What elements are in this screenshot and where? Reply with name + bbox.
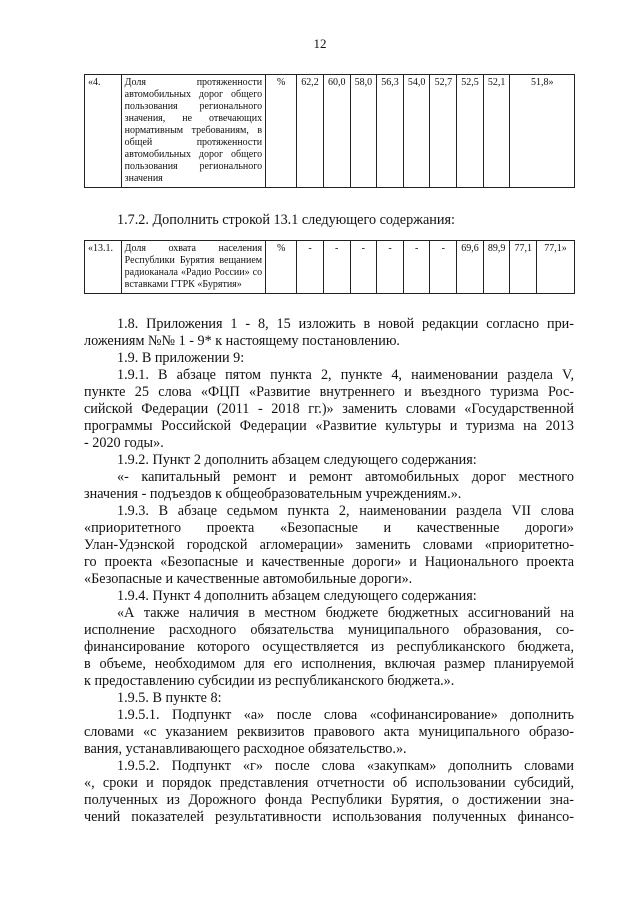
value-cell: - — [350, 241, 377, 294]
value-cell: - — [323, 241, 350, 294]
value-cell: 60,0 — [323, 75, 350, 188]
body-line: в объеме, необходимом для его исполнения, включая размер планируемой — [84, 656, 574, 672]
body-line: сийской Федерации (2011 - 2018 гг.)» заменить словами «Государственной — [84, 401, 574, 417]
value-cell: 77,1 — [510, 241, 537, 294]
table-row — [85, 241, 575, 294]
value-cell: 77,1» — [537, 241, 575, 294]
body-line: программы Российской Федерации «Развитие культуры и туризма на 2013 — [84, 418, 574, 434]
value-cell: 54,0 — [403, 75, 430, 188]
value-cell: 69,6 — [457, 241, 484, 294]
value-cell: 89,9 — [483, 241, 510, 294]
body-line: значения - подъездов к общеобразовательным учреждениям.». — [84, 486, 462, 502]
heading-1-7-2: 1.7.2. Дополнить строкой 13.1 следующего содержания: — [117, 212, 455, 228]
body-line: пункте 25 слова «ФЦП «Развитие внутреннего и въездного туризма Рос- — [84, 384, 574, 400]
value-cell: 58,0 — [350, 75, 377, 188]
body-line: «- капитальный ремонт и ремонт автомобильных дорог местного — [117, 469, 574, 485]
body-line: 1.9.5.1. Подпункт «а» после слова «софинансирование» дополнить — [117, 707, 574, 723]
value-cell: 52,5 — [457, 75, 484, 188]
body-line: 1.9.1. В абзаце пятом пункта 2, пункте 4, наименовании раздела V, — [117, 367, 574, 383]
body-line: чений показателей результативности использования полученных финансо- — [84, 809, 574, 825]
body-line: 1.9.4. Пункт 4 дополнить абзацем следующего содержания: — [117, 588, 477, 604]
value-cell: - — [297, 241, 324, 294]
indicator-table-row-13-1 — [84, 240, 575, 294]
body-line: Улан-Удэнской городской агломерации» заменить словами «приоритетно- — [84, 537, 574, 553]
body-line: «Безопасные и качественные автомобильные дороги». — [84, 571, 413, 587]
body-line: вания, устанавливающего расходное обязательство.». — [84, 741, 407, 757]
value-cell: - — [377, 241, 404, 294]
indicator-name-cell: Доля протяженности автомобильных дорог общего пользования регионального значения, не отвечающих нормативным требованиям, в общей протяженности автомобильных дорог общего пользования регионального значения — [121, 75, 265, 188]
value-cell: 52,1 — [483, 75, 510, 188]
body-line: финансирование которого осуществляется из республиканского бюджета, — [84, 639, 574, 655]
body-line: - 2020 годы». — [84, 435, 164, 451]
body-line: 1.9.5. В пункте 8: — [117, 690, 222, 706]
body-line: 1.9. В приложении 9: — [117, 350, 245, 366]
body-line: 1.9.2. Пункт 2 дополнить абзацем следующего содержания: — [117, 452, 477, 468]
value-cell: 62,2 — [297, 75, 324, 188]
value-cell: - — [403, 241, 430, 294]
indicator-table-row-4 — [84, 74, 575, 188]
page-number: 12 — [313, 36, 327, 51]
body-line: «, сроки и порядок представления отчетности об использовании субсидий, — [84, 775, 574, 791]
body-line: ложениям №№ 1 - 9* к настоящему постановлению. — [84, 333, 400, 349]
body-line: 1.9.5.2. Подпункт «г» после слова «закупкам» дополнить словами — [117, 758, 574, 774]
value-cell: 52,7 — [430, 75, 457, 188]
body-line: 1.8. Приложения 1 - 8, 15 изложить в новой редакции согласно при- — [117, 316, 574, 332]
body-line: «приоритетного проекта «Безопасные и качественные дороги» — [84, 520, 574, 536]
row-number-cell: «13.1. — [85, 241, 122, 294]
body-line: «А также наличия в местном бюджете бюджетных ассигнований на — [117, 605, 574, 621]
unit-cell: % — [266, 241, 297, 294]
table-row — [85, 75, 575, 188]
value-cell: - — [430, 241, 457, 294]
unit-cell: % — [266, 75, 297, 188]
body-line: 1.9.3. В абзаце седьмом пункта 2, наименовании раздела VII слова — [117, 503, 574, 519]
body-line: к предоставлению субсидии из республиканского бюджета.». — [84, 673, 455, 689]
body-line: словами «с указанием реквизитов правового акта муниципального образо- — [84, 724, 574, 740]
body-line: исполнение расходного обязательства муниципального образования, со- — [84, 622, 574, 638]
body-line: го проекта «Безопасные и качественные дороги» и Национального проекта — [84, 554, 574, 570]
value-cell: 56,3 — [377, 75, 404, 188]
row-number-cell: «4. — [85, 75, 122, 188]
body-line: полученных из Дорожного фонда Республики Бурятия, о достижении зна- — [84, 792, 574, 808]
value-cell: 51,8» — [510, 75, 575, 188]
indicator-name-cell: Доля охвата населения Республики Бурятия вещанием радиоканала «Радио России» со вставками ГТРК «Бурятия» — [121, 241, 265, 294]
